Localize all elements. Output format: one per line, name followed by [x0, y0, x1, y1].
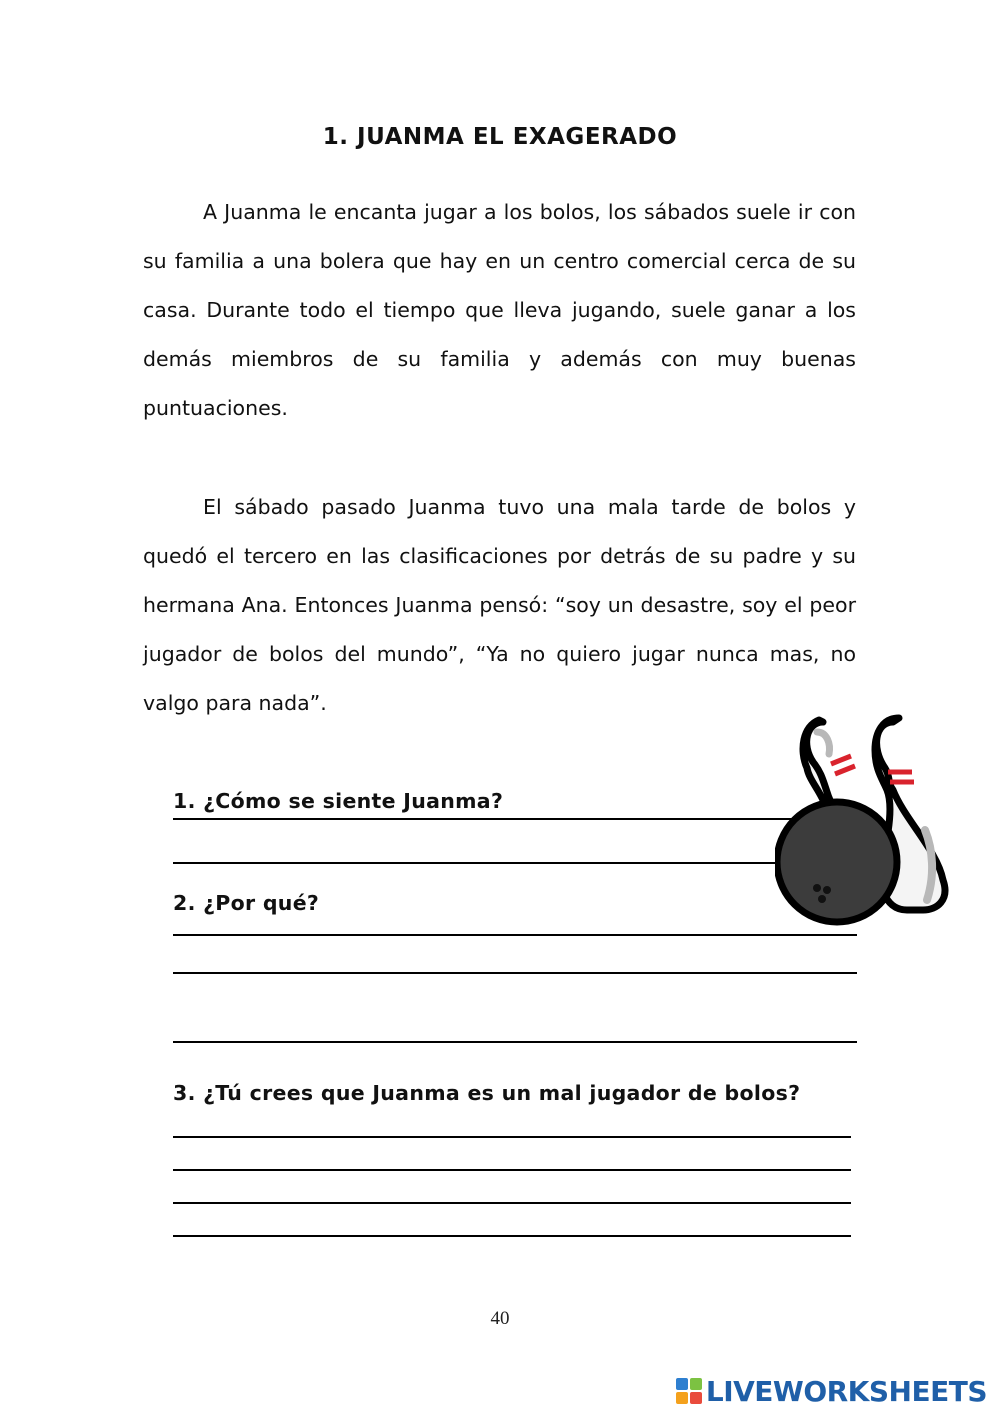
- liveworksheets-logo[interactable]: [676, 1373, 987, 1409]
- liveworksheets-logo-text: LIVEWORKSHEETS: [705, 1374, 987, 1408]
- story-paragraph-2: El sábado pasado Juanma tuvo una mala tarde de bolos y quedó el tercero en las clasificaciones por detrás de su padre y su hermana Ana. Entonces Juanma pensó: “soy un desastre, soy el peor jugador de bolos del mundo”, “Ya no quiero jugar nunca mas, no valgo para nada”.: [143, 495, 856, 715]
- bowling-ball-icon: [777, 802, 897, 922]
- page-number: 40: [490, 1308, 510, 1329]
- answer-line[interactable]: [173, 934, 857, 936]
- answer-line[interactable]: [173, 818, 803, 820]
- answer-line[interactable]: [173, 1136, 851, 1138]
- worksheet-title: 1. JUANMA EL EXAGERADO: [322, 124, 678, 150]
- answer-line[interactable]: [173, 1235, 851, 1237]
- question-3: 3. ¿Tú crees que Juanma es un mal jugador de bolos?: [173, 1081, 801, 1105]
- liveworksheets-logo-icon: [676, 1378, 702, 1404]
- answer-line[interactable]: [173, 1202, 851, 1204]
- story-paragraph-1: A Juanma le encanta jugar a los bolos, los sábados suele ir con su familia a una bolera que hay en un centro comercial cerca de su casa. Durante todo el tiempo que lleva jugando, suele ganar a los demás miembros de su familia y además con muy buenas puntuaciones.: [143, 200, 856, 420]
- answer-line[interactable]: [173, 862, 783, 864]
- answer-line[interactable]: [173, 972, 857, 974]
- question-2: 2. ¿Por qué?: [173, 891, 320, 915]
- question-1: 1. ¿Cómo se siente Juanma?: [173, 789, 504, 813]
- answer-line[interactable]: [173, 1041, 857, 1043]
- answer-line[interactable]: [173, 1169, 851, 1171]
- bowling-pins-and-ball-icon: [775, 710, 955, 935]
